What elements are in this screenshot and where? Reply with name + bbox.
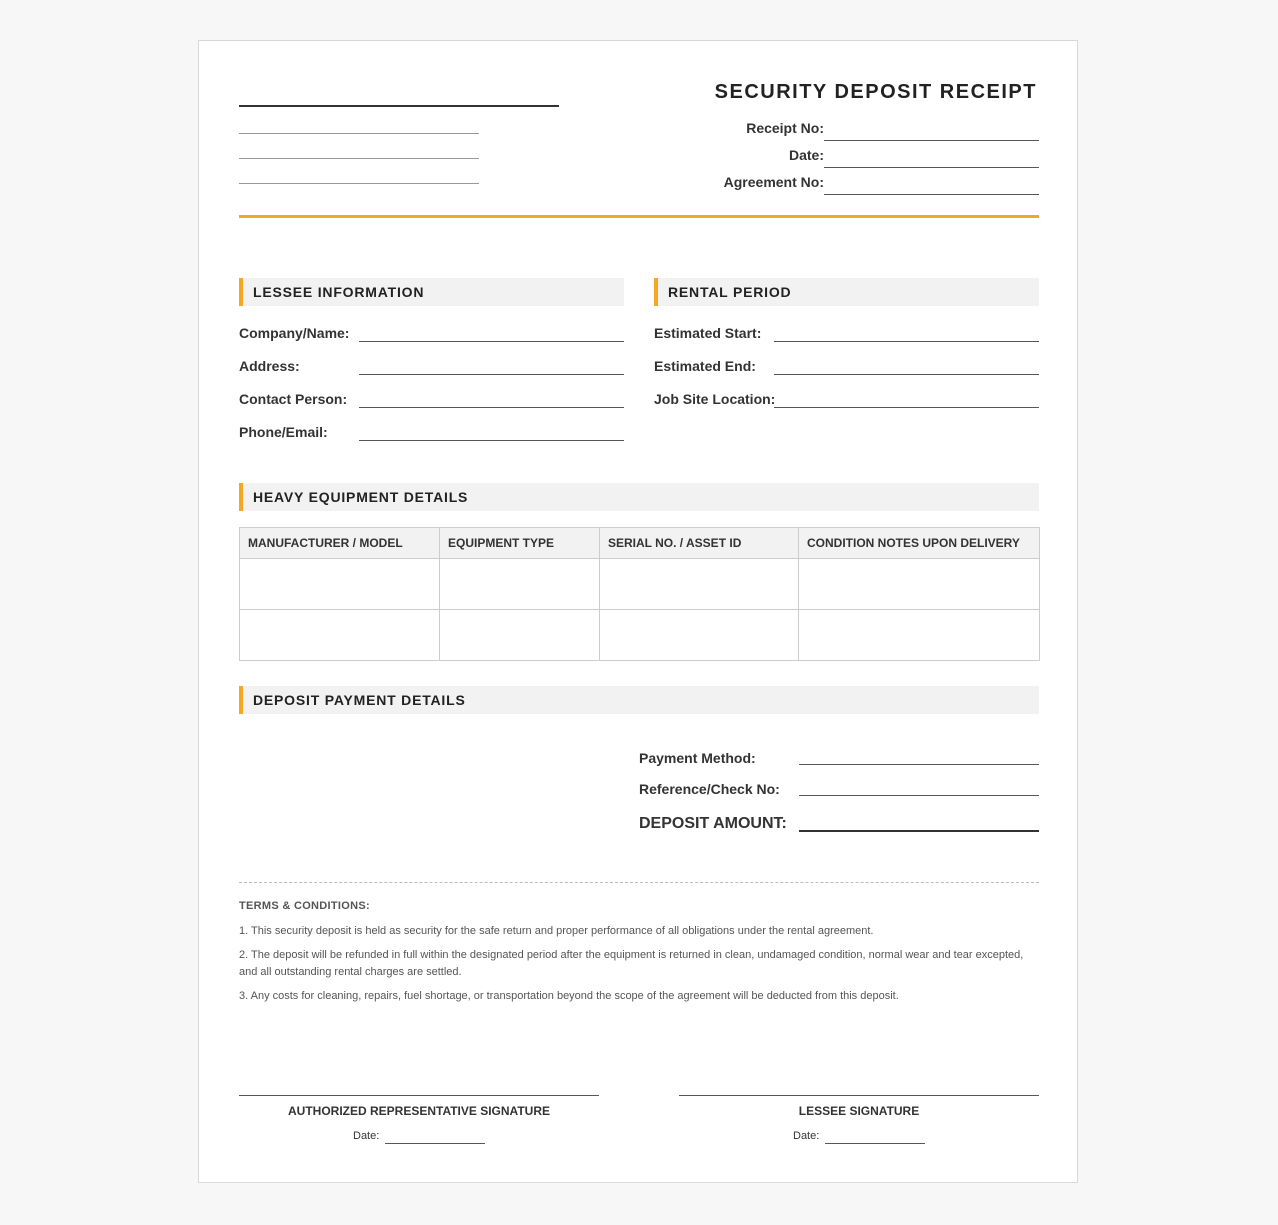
lessee-date-label: Date: — [793, 1130, 820, 1142]
estimated-start-field[interactable] — [774, 341, 1039, 342]
company-name-label: Company/Name: — [239, 325, 350, 341]
column-header-condition-notes: CONDITION NOTES UPON DELIVERY — [799, 528, 1040, 559]
reference-check-no-label: Reference/Check No: — [639, 781, 780, 797]
terms-heading: TERMS & CONDITIONS: — [239, 900, 370, 912]
agreement-no-label: Agreement No: — [723, 174, 824, 190]
address-label: Address: — [239, 358, 300, 374]
equipment-type-cell[interactable] — [440, 610, 600, 661]
condition-notes-cell[interactable] — [799, 559, 1040, 610]
agreement-no-field[interactable] — [824, 194, 1039, 195]
deposit-amount-field[interactable] — [799, 830, 1039, 832]
company-name-field[interactable] — [359, 341, 624, 342]
receipt-no-field[interactable] — [824, 140, 1039, 141]
payment-method-field[interactable] — [799, 764, 1039, 765]
manufacturer-cell[interactable] — [240, 559, 440, 610]
column-header-serial-no: SERIAL NO. / ASSET ID — [600, 528, 799, 559]
rental-section-heading: RENTAL PERIOD — [654, 278, 1039, 306]
column-header-equipment-type: EQUIPMENT TYPE — [440, 528, 600, 559]
equipment-type-cell[interactable] — [440, 559, 600, 610]
condition-notes-cell[interactable] — [799, 610, 1040, 661]
date-field[interactable] — [824, 167, 1039, 168]
lessee-section-heading: LESSEE INFORMATION — [239, 278, 624, 306]
company-address-line-1[interactable] — [239, 133, 479, 134]
column-header-manufacturer: MANUFACTURER / MODEL — [240, 528, 440, 559]
term-item-2: 2. The deposit will be refunded in full within the designated period after the equipment is returned in clean, undamaged condition, normal wear and tear excepted, and all outstanding rental charges are settled. — [239, 949, 1024, 978]
phone-email-label: Phone/Email: — [239, 424, 328, 440]
contact-person-field[interactable] — [359, 407, 624, 408]
term-item-3: 3. Any costs for cleaning, repairs, fuel shortage, or transportation beyond the scope of the agreement will be deducted from this deposit. — [239, 990, 899, 1002]
equipment-table — [239, 527, 1040, 661]
equipment-section-heading: HEAVY EQUIPMENT DETAILS — [239, 483, 1039, 511]
contact-person-label: Contact Person: — [239, 391, 348, 407]
reference-check-no-field[interactable] — [799, 795, 1039, 796]
serial-no-cell[interactable] — [600, 559, 799, 610]
phone-email-field[interactable] — [359, 440, 624, 441]
table-row — [240, 610, 1040, 661]
authorized-signature-line[interactable] — [239, 1095, 599, 1096]
estimated-end-label: Estimated End: — [654, 358, 756, 374]
table-row — [240, 559, 1040, 610]
lessee-signature-line[interactable] — [679, 1095, 1039, 1096]
lessee-date-field[interactable] — [825, 1143, 925, 1144]
authorized-date-field[interactable] — [385, 1143, 485, 1144]
document-title: SECURITY DEPOSIT RECEIPT — [714, 81, 1037, 103]
lessee-signature-label: LESSEE SIGNATURE — [798, 1104, 920, 1118]
company-name-line[interactable] — [239, 105, 559, 107]
manufacturer-cell[interactable] — [240, 610, 440, 661]
job-site-location-label: Job Site Location: — [654, 391, 776, 407]
table-header-row — [240, 528, 1040, 559]
term-item-1: 1. This security deposit is held as security for the safe return and proper performance of all obligations under the rental agreement. — [239, 925, 874, 937]
date-label: Date: — [788, 147, 824, 163]
header-divider — [239, 215, 1039, 218]
receipt-document — [198, 40, 1078, 1183]
job-site-location-field[interactable] — [774, 407, 1039, 408]
address-field[interactable] — [359, 374, 624, 375]
estimated-start-label: Estimated Start: — [654, 325, 762, 341]
receipt-no-label: Receipt No: — [746, 120, 824, 136]
deposit-amount-label: DEPOSIT AMOUNT: — [639, 815, 787, 832]
estimated-end-field[interactable] — [774, 374, 1039, 375]
company-address-line-2[interactable] — [239, 158, 479, 159]
authorized-signature-label: AUTHORIZED REPRESENTATIVE SIGNATURE — [287, 1104, 550, 1118]
terms-divider — [239, 882, 1039, 883]
payment-section-heading: DEPOSIT PAYMENT DETAILS — [239, 686, 1039, 714]
serial-no-cell[interactable] — [600, 610, 799, 661]
authorized-date-label: Date: — [353, 1130, 380, 1142]
payment-method-label: Payment Method: — [639, 750, 756, 766]
company-address-line-3[interactable] — [239, 183, 479, 184]
